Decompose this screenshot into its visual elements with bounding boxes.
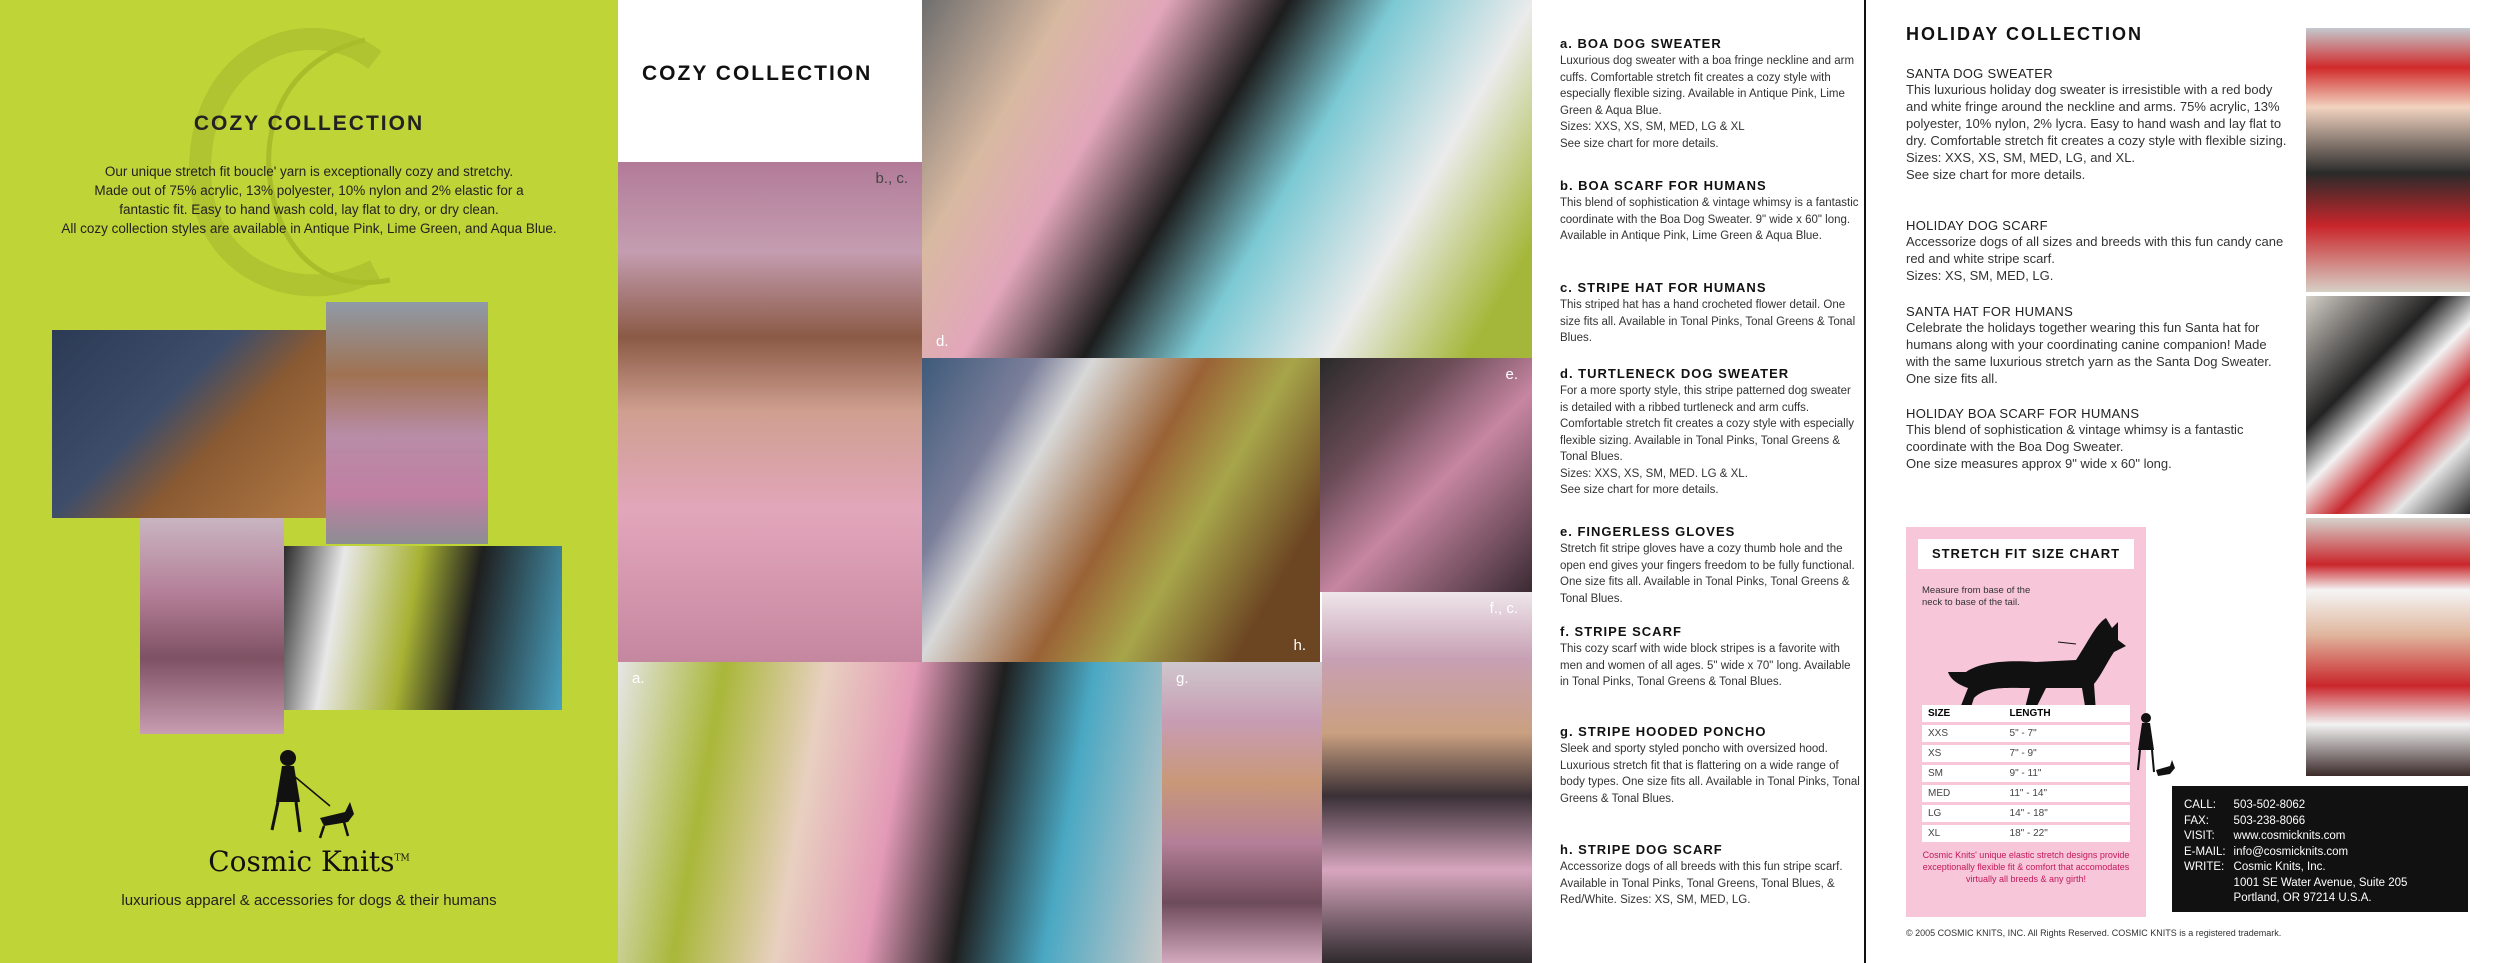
holiday-item-text: This blend of sophistication & vintage whimsy is a fantastic coordinate with the Boa Dog Sweater. bbox=[1906, 422, 2244, 454]
contact-row bbox=[2184, 829, 2415, 845]
dog-silhouette-icon bbox=[1946, 602, 2136, 722]
length-cell: 11" - 14" bbox=[2004, 784, 2130, 804]
product-title: b. BOA SCARF FOR HUMANS bbox=[1560, 178, 1767, 193]
holiday-item bbox=[1906, 218, 2291, 284]
contact-website-link[interactable]: www.cosmicknits.com bbox=[2233, 830, 2346, 842]
label-bc: b., c. bbox=[875, 170, 908, 187]
intro-line: Our unique stretch fit boucle' yarn is exceptionally cozy and stretchy. bbox=[104, 164, 514, 179]
size-chart-title: STRETCH FIT SIZE CHART bbox=[1918, 539, 2134, 569]
contact-table bbox=[2184, 798, 2415, 907]
cosmic-knits-logo bbox=[220, 740, 400, 860]
holiday-item-title: HOLIDAY DOG SCARF bbox=[1906, 218, 2048, 233]
length-cell: 5" - 7" bbox=[2004, 724, 2130, 744]
product-title: g. STRIPE HOODED PONCHO bbox=[1560, 724, 1767, 739]
label-d: d. bbox=[936, 333, 949, 350]
contact-address: Cosmic Knits, Inc. bbox=[2233, 861, 2326, 873]
product-g bbox=[1560, 724, 1860, 807]
photo-dogs-scarf bbox=[52, 330, 328, 518]
contact-label: VISIT: bbox=[2184, 830, 2215, 842]
contact-row bbox=[2184, 860, 2415, 876]
intro-line: Made out of 75% acrylic, 13% polyester, 10% nylon and 2% elastic for a bbox=[94, 183, 524, 198]
table-row bbox=[1922, 764, 2130, 784]
product-e bbox=[1560, 524, 1860, 607]
size-table bbox=[1922, 705, 2130, 842]
holiday-item-note: See size chart for more details. bbox=[1906, 167, 2086, 182]
collage-title-box bbox=[618, 0, 922, 162]
contact-row bbox=[2184, 876, 2415, 892]
cover-title: COZY COLLECTION bbox=[193, 112, 425, 135]
product-text: This striped hat has a hand crocheted flower detail. One size fits all. Available in Tonal Pinks, Tonal Greens & Tonal Blues. bbox=[1560, 299, 1856, 344]
table-row bbox=[1922, 744, 2130, 764]
size-cell: XS bbox=[1922, 744, 2004, 764]
product-sizes: Sizes: XXS, XS, SM, MED, LG & XL bbox=[1560, 121, 1745, 133]
product-h bbox=[1560, 842, 1860, 909]
contact-label: E-MAIL: bbox=[2184, 845, 2226, 858]
product-text: Accessorize dogs of all breeds with this fun stripe scarf. Available in Tonal Pinks, Tonal Greens, Tonal Blues, & Red/White. Sizes: XS, SM, MED, LG. bbox=[1560, 861, 1843, 906]
label-h: h. bbox=[1293, 637, 1306, 654]
product-title: c. STRIPE HAT FOR HUMANS bbox=[1560, 280, 1767, 295]
label-g: g. bbox=[1176, 670, 1189, 687]
product-text: This cozy scarf with wide block stripes is a favorite with men and women of all ages. 5" wide x 70" long. Available in Tonal Pinks, Tonal Greens & Tonal Blues. bbox=[1560, 643, 1851, 688]
product-a bbox=[1560, 36, 1860, 152]
length-cell: 18" - 22" bbox=[2004, 824, 2130, 843]
size-header: SIZE bbox=[1922, 705, 2004, 724]
contact-label: WRITE: bbox=[2184, 861, 2225, 873]
product-text: For a more sporty style, this stripe patterned dog sweater is detailed with a ribbed turtleneck and arm cuffs. Comfortable stretch fit creates a cozy style with especially flexible sizing. Available in Tonal Pinks, Tonal Greens & Tonal Blues. bbox=[1560, 385, 1855, 463]
holiday-title: HOLIDAY COLLECTION bbox=[1906, 24, 2144, 44]
collage-title: COZY COLLECTION bbox=[642, 62, 873, 85]
product-d bbox=[1560, 366, 1860, 499]
product-text: Luxurious dog sweater with a boa fringe neckline and arm cuffs. Comfortable stretch fit creates a cozy style with especially flexible sizing. Available in Antique Pink, Lime Green & Aqua Blue. bbox=[1560, 55, 1855, 117]
contact-email-link[interactable]: info@cosmicknits.com bbox=[2233, 845, 2349, 858]
photo-woman-stripe-scarf bbox=[1322, 592, 1532, 963]
label-fc: f., c. bbox=[1489, 600, 1518, 617]
photo-girl-santa-hat bbox=[2306, 28, 2470, 292]
product-f bbox=[1560, 624, 1860, 691]
holiday-item bbox=[1906, 304, 2291, 387]
size-chart-measure: Measure from base of the neck to base of the tail. bbox=[1922, 585, 2031, 608]
table-row bbox=[1922, 724, 2130, 744]
label-a: a. bbox=[632, 670, 645, 687]
contact-box bbox=[2172, 786, 2468, 912]
length-cell: 7" - 9" bbox=[2004, 744, 2130, 764]
holiday-item-sizes: One size measures approx 9" wide x 60" long. bbox=[1906, 456, 2172, 471]
product-descriptions bbox=[1532, 0, 1864, 963]
holiday-item bbox=[1906, 66, 2291, 183]
contact-row bbox=[2184, 798, 2415, 814]
holiday-panel bbox=[1866, 0, 2500, 963]
size-cell: SM bbox=[1922, 764, 2004, 784]
product-c bbox=[1560, 280, 1860, 347]
photo-dogs-green-blue bbox=[284, 546, 562, 710]
length-header: LENGTH bbox=[2004, 705, 2130, 724]
holiday-item bbox=[1906, 406, 2291, 472]
photo-dogs-stripe-scarf bbox=[922, 358, 1320, 662]
photo-three-dogs-boa bbox=[618, 662, 1162, 963]
contact-row bbox=[2184, 814, 2415, 830]
holiday-item-title: SANTA DOG SWEATER bbox=[1906, 66, 2053, 81]
size-cell: XXS bbox=[1922, 724, 2004, 744]
label-e: e. bbox=[1505, 366, 1518, 383]
holiday-item-title: SANTA HAT FOR HUMANS bbox=[1906, 304, 2074, 319]
product-text: Stretch fit stripe gloves have a cozy thumb hole and the open end gives your fingers freedom to be fully functional. One size fits all. Available in Tonal Pinks, Tonal Greens & Tonal Blues. bbox=[1560, 543, 1855, 605]
photo-hooded-poncho bbox=[1162, 662, 1322, 963]
photo-woman-poncho bbox=[140, 518, 284, 734]
product-title: f. STRIPE SCARF bbox=[1560, 624, 1682, 639]
table-row bbox=[1922, 824, 2130, 843]
holiday-item-text: Accessorize dogs of all sizes and breeds with this fun candy cane red and white stripe scarf. bbox=[1906, 234, 2284, 266]
product-note: See size chart for more details. bbox=[1560, 484, 1719, 496]
length-cell: 9" - 11" bbox=[2004, 764, 2130, 784]
product-title: d. TURTLENECK DOG SWEATER bbox=[1560, 366, 1790, 381]
photo-dog-pink-sweater bbox=[326, 302, 488, 544]
contact-row bbox=[2184, 891, 2415, 907]
holiday-item-sizes: Sizes: XS, SM, MED, LG. bbox=[1906, 268, 2054, 283]
product-b bbox=[1560, 178, 1860, 245]
copyright: © 2005 COSMIC KNITS, INC. All Rights Reserved. COSMIC KNITS is a registered trademark. bbox=[1906, 928, 2282, 938]
contact-label bbox=[2184, 876, 2234, 892]
photo-woman-pink-scarf bbox=[618, 162, 922, 662]
contact-row bbox=[2184, 845, 2415, 861]
product-sizes: Sizes: XXS, XS, SM, MED. LG & XL. bbox=[1560, 467, 1748, 480]
photo-woman-holiday-boa bbox=[2306, 518, 2470, 776]
size-cell: MED bbox=[1922, 784, 2004, 804]
contact-label: CALL: bbox=[2184, 799, 2216, 811]
size-cell: LG bbox=[1922, 804, 2004, 824]
photo-pug-boston bbox=[922, 0, 1532, 358]
cover-panel bbox=[0, 0, 618, 963]
cover-intro bbox=[30, 162, 588, 238]
brand-tagline: luxurious apparel & accessories for dogs & their humans bbox=[121, 892, 497, 909]
photo-fingerless-gloves bbox=[1320, 358, 1532, 592]
product-text: Sleek and sporty styled poncho with oversized hood. Luxurious stretch fit that is flattering on a wide range of body types. One size fits all. Available in Tonal Pinks, Tonal Greens & Tonal Blues. bbox=[1560, 743, 1860, 805]
product-title: e. FINGERLESS GLOVES bbox=[1560, 524, 1736, 539]
size-chart bbox=[1906, 527, 2146, 917]
product-title: a. BOA DOG SWEATER bbox=[1560, 36, 1722, 51]
contact-fax: 503-238-8066 bbox=[2233, 814, 2306, 827]
holiday-item-text: This luxurious holiday dog sweater is irresistible with a red body and white fringe around the neckline and arms. 75% acrylic, 13% polyester, 10% nylon, 2% lycra. Easy to hand wash and lay flat to dry. Comfortable stretch fit creates a cozy style with flexible sizing. bbox=[1906, 82, 2287, 148]
holiday-item-text: Celebrate the holidays together wearing this fun Santa hat for humans along with your coordinating canine companion! Made with the same luxurious stretch yarn as the Santa Dog Sweater. One size fits all. bbox=[1906, 320, 2272, 386]
length-cell: 14" - 18" bbox=[2004, 804, 2130, 824]
brand-text: Cosmic Knits bbox=[208, 845, 395, 878]
contact-label bbox=[2184, 891, 2234, 907]
product-text: This blend of sophistication & vintage whimsy is a fantastic coordinate with the Boa Dog Sweater. 9" wide x 60" long. Available in Antique Pink, Lime Green & Aqua Blue. bbox=[1560, 197, 1859, 242]
brand-tm: TM bbox=[394, 853, 410, 864]
contact-address: Portland, OR 97214 U.S.A. bbox=[2233, 892, 2372, 904]
photo-dog-candy-scarf bbox=[2306, 296, 2470, 514]
contact-label: FAX: bbox=[2184, 814, 2209, 827]
product-note: See size chart for more details. bbox=[1560, 137, 1719, 150]
intro-line: fantastic fit. Easy to hand wash cold, lay flat to dry, or dry clean. bbox=[119, 202, 499, 217]
table-row bbox=[1922, 804, 2130, 824]
size-cell: XL bbox=[1922, 824, 2004, 843]
brand-name bbox=[0, 845, 618, 878]
contact-address: 1001 SE Water Avenue, Suite 205 bbox=[2233, 876, 2408, 889]
cosmic-knits-small-logo bbox=[2130, 710, 2176, 790]
table-row bbox=[1922, 784, 2130, 804]
contact-phone[interactable]: 503-502-8062 bbox=[2233, 799, 2306, 811]
holiday-item-sizes: Sizes: XXS, XS, SM, MED, LG, and XL. bbox=[1906, 150, 2136, 165]
intro-line: All cozy collection styles are available in Antique Pink, Lime Green, and Aqua Blue. bbox=[61, 221, 557, 236]
holiday-item-title: HOLIDAY BOA SCARF FOR HUMANS bbox=[1906, 406, 2140, 421]
product-title: h. STRIPE DOG SCARF bbox=[1560, 842, 1723, 857]
size-chart-note: Cosmic Knits' unique elastic stretch designs provide exceptionally flexible fit & comfort that accomodates virtually all breeds & any girth! bbox=[1922, 850, 2130, 884]
